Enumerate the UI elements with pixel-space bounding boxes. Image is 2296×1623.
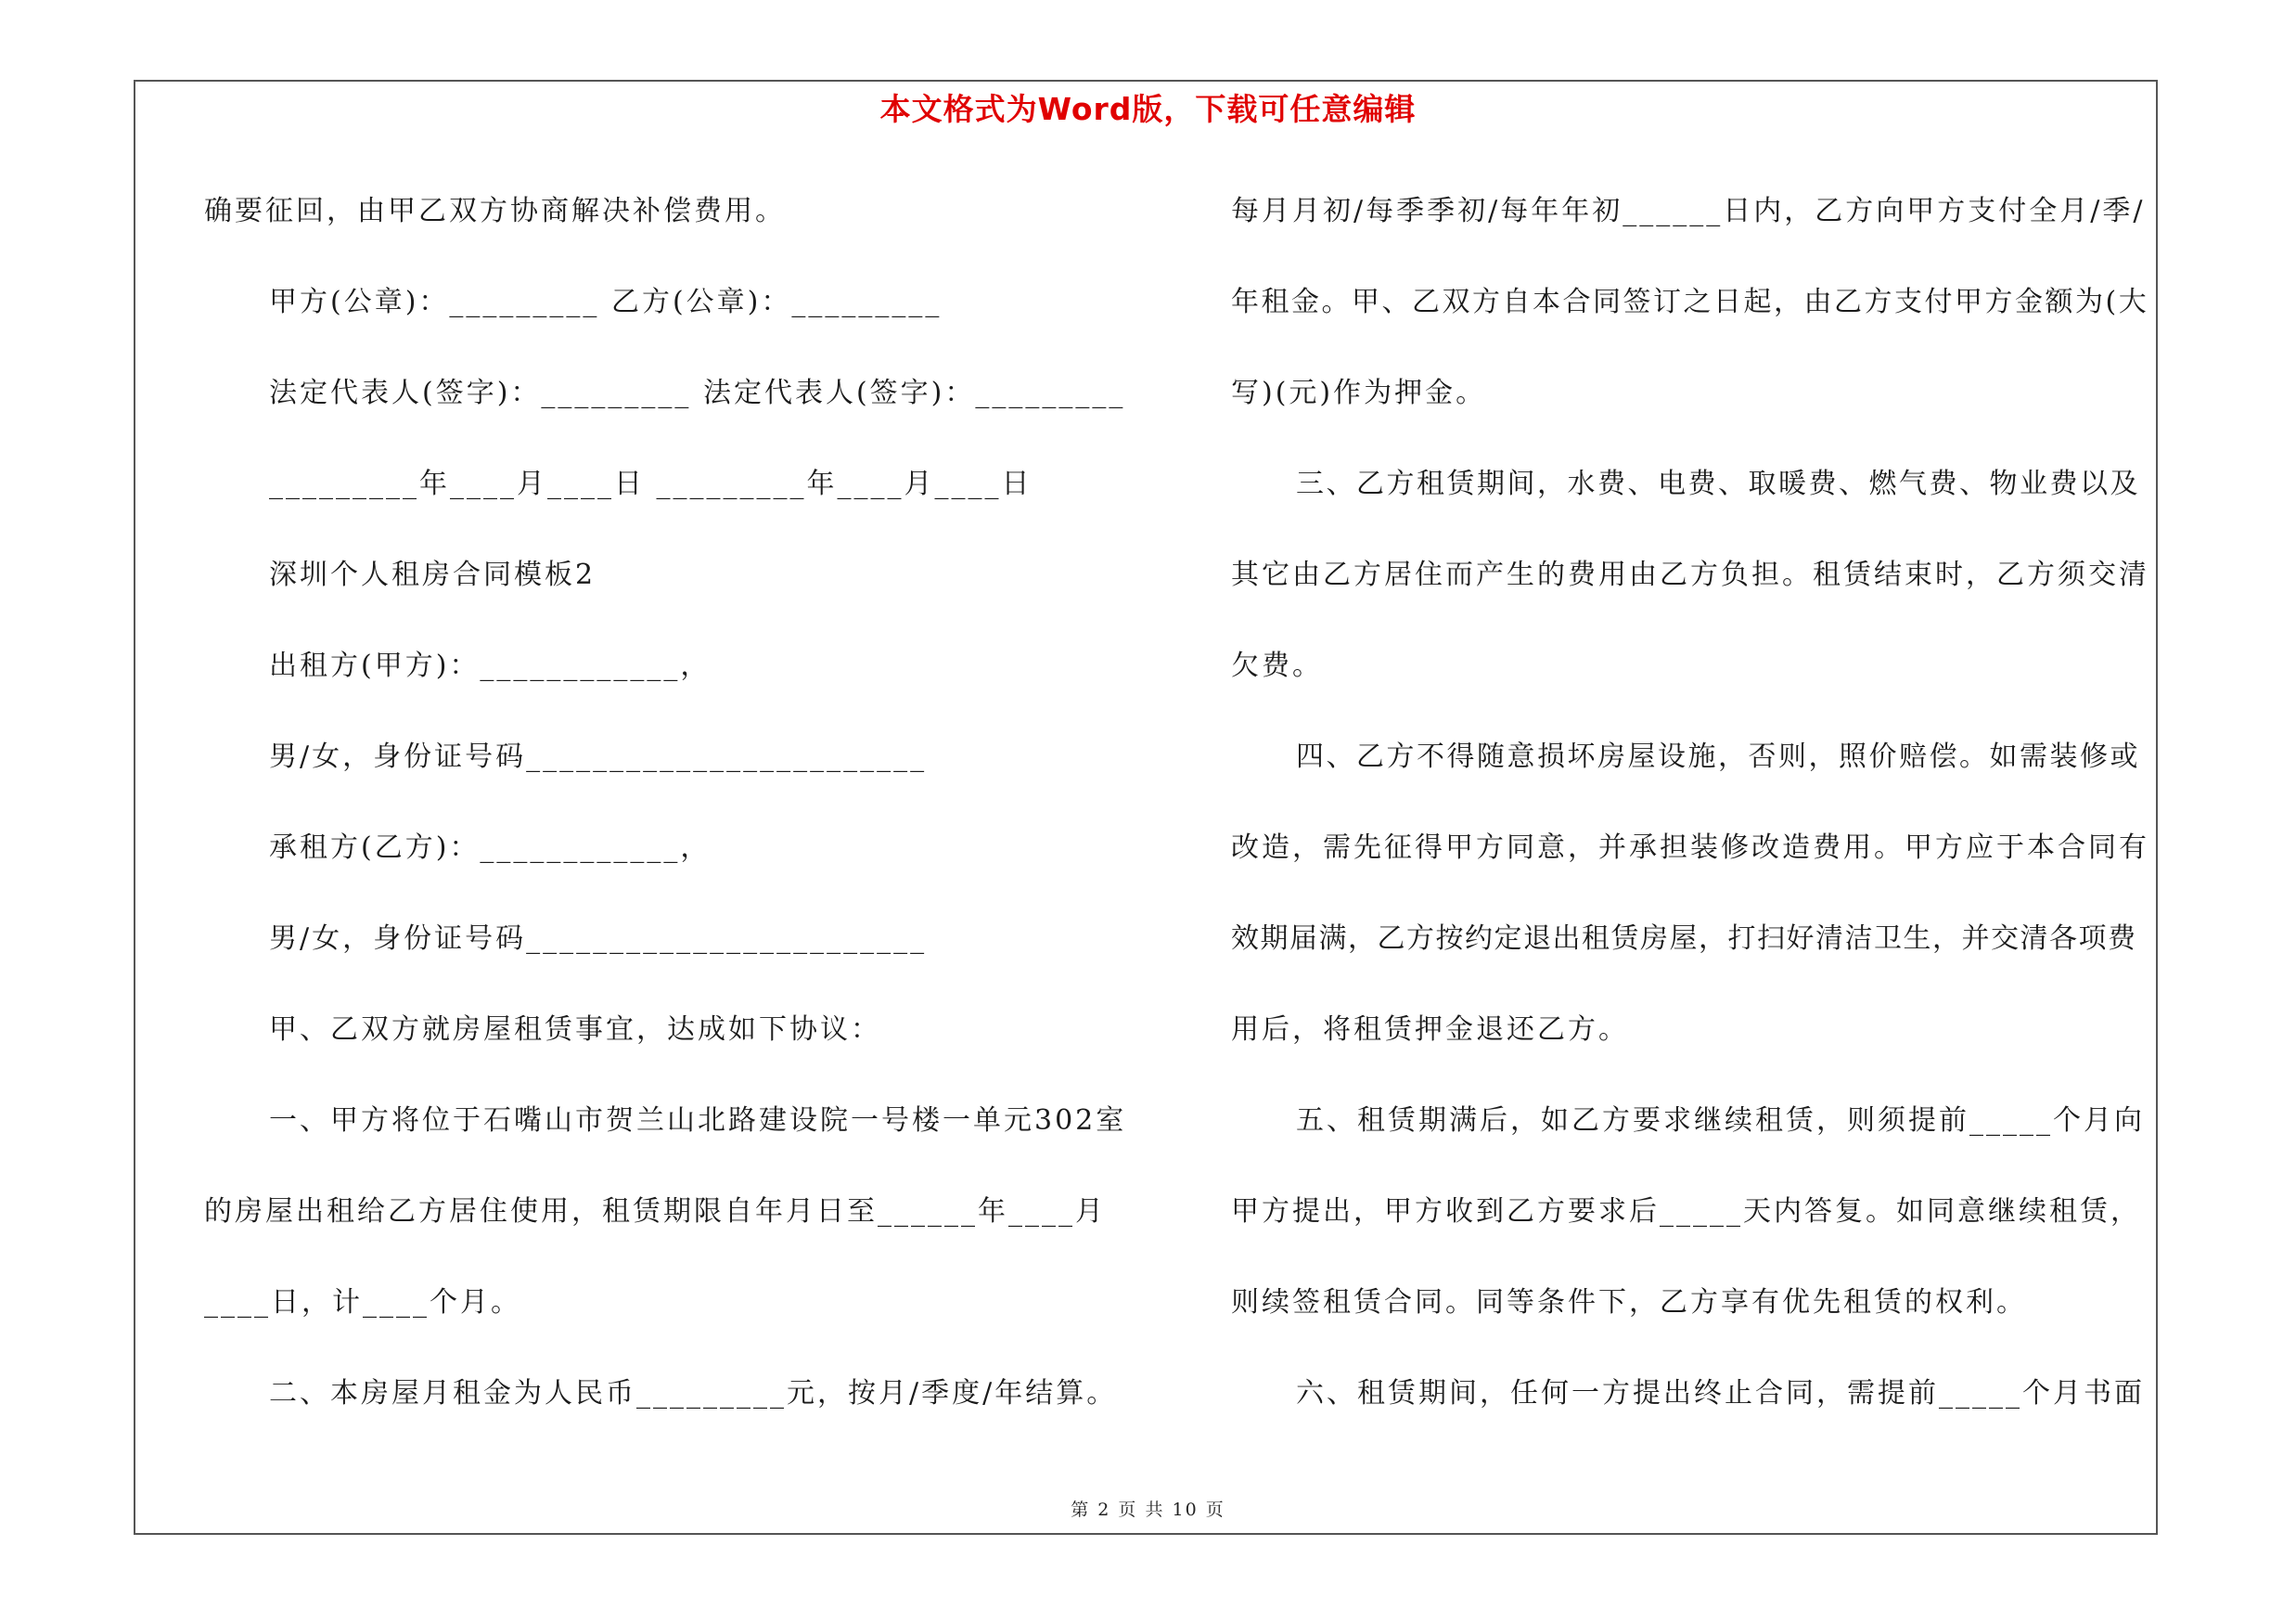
text-line: 欠费。 (1231, 650, 1323, 682)
text-line: _________年____月____日 _________年____月____日 (269, 468, 1033, 500)
text-line: 男/女，身份证号码________________________ (269, 922, 928, 955)
text-line: 用后，将租赁押金退还乙方。 (1231, 1013, 1629, 1046)
text-line: 确要征回，由甲乙双方协商解决补偿费用。 (204, 195, 786, 227)
text-line: 的房屋出租给乙方居住使用，租赁期限自年月日至______年____月 (204, 1195, 1106, 1228)
text-line: 效期届满，乙方按约定退出租赁房屋，打扫好清洁卫生，并交清各项费 (1231, 922, 2137, 955)
text-line: 改造，需先征得甲方同意，并承担装修改造费用。甲方应于本合同有 (1231, 831, 2149, 864)
text-line: 则续签租赁合同。同等条件下，乙方享有优先租赁的权利。 (1231, 1286, 2027, 1319)
text-line: 其它由乙方居住而产生的费用由乙方负担。租赁结束时，乙方须交清 (1231, 559, 2149, 591)
section-title: 深圳个人租房合同模板2 (269, 559, 596, 591)
text-line: ____日，计____个月。 (204, 1286, 521, 1319)
text-line: 甲方提出，甲方收到乙方要求后_____天内答复。如同意继续租赁， (1231, 1195, 2141, 1228)
text-line: 一、甲方将位于石嘴山市贺兰山北路建设院一号楼一单元302室 (269, 1104, 1127, 1137)
format-banner: 本文格式为Word版，下载可任意编辑 (879, 91, 1417, 127)
text-line: 四、乙方不得随意损坏房屋设施，否则，照价赔偿。如需装修或 (1296, 741, 2140, 773)
text-line: 出租方(甲方)：____________， (269, 650, 712, 682)
text-line: 男/女，身份证号码________________________ (269, 741, 928, 773)
text-line: 甲方(公章)：_________ 乙方(公章)：_________ (269, 286, 943, 318)
text-line: 每月月初/每季季初/每年年初______日内，乙方向甲方支付全月/季/ (1231, 195, 2146, 227)
text-line: 写)(元)作为押金。 (1231, 377, 1487, 409)
text-line: 甲、乙双方就房屋租赁事宜，达成如下协议： (269, 1013, 881, 1046)
text-line: 年租金。甲、乙双方自本合同签订之日起，由乙方支付甲方金额为(大 (1231, 286, 2149, 318)
text-line: 承租方(乙方)：____________， (269, 831, 712, 864)
text-line: 法定代表人(签字)：_________ 法定代表人(签字)：_________ (269, 377, 1126, 409)
page-number: 第 2 页 共 10 页 (1071, 1500, 1225, 1520)
text-line: 二、本房屋月租金为人民币_________元，按月/季度/年结算。 (269, 1377, 1118, 1410)
text-line: 三、乙方租赁期间，水费、电费、取暖费、燃气费、物业费以及 (1296, 468, 2140, 500)
text-line: 五、租赁期满后，如乙方要求继续租赁，则须提前_____个月向 (1296, 1104, 2145, 1137)
text-line: 六、租赁期间，任何一方提出终止合同，需提前_____个月书面 (1296, 1377, 2145, 1410)
